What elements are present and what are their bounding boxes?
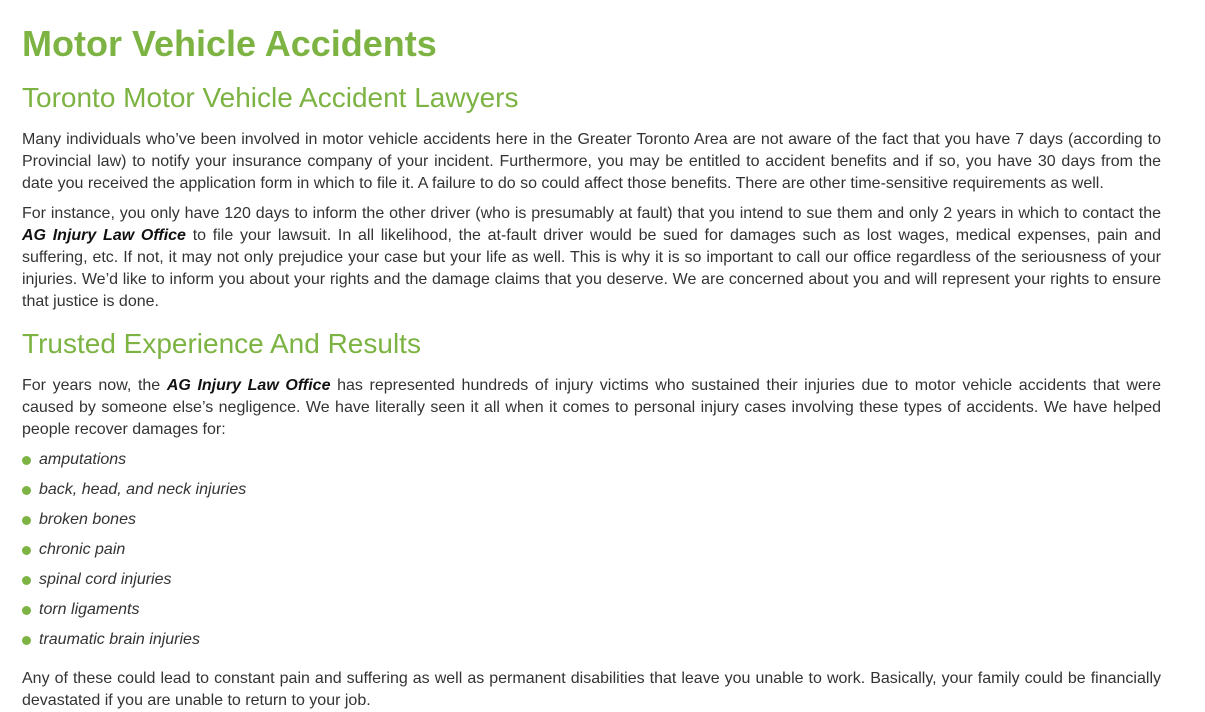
experience-text-end: has represented hundreds of injury victims who sustained their injuries due to motor vehicle accidents that were caused by someone else’s negligence. We have literally seen it all when it comes to personal injury cases involving these types of accidents. We have helped people recover damages for: <box>22 377 1161 438</box>
bullet-dot-icon <box>22 516 31 525</box>
bullet-dot-icon <box>22 456 31 465</box>
list-item-label: traumatic brain injuries <box>39 631 200 648</box>
page-title: Motor Vehicle Accidents <box>22 23 437 64</box>
injury-list <box>22 449 1161 659</box>
list-item-label: back, head, and neck injuries <box>39 481 247 498</box>
list-item-label: spinal cord injuries <box>39 571 172 588</box>
bullet-dot-icon <box>22 486 31 495</box>
list-item-label: torn ligaments <box>39 601 140 618</box>
bullet-dot-icon <box>22 636 31 645</box>
deadline-paragraph <box>22 203 1161 313</box>
experience-text-start: For years now, the <box>22 377 167 394</box>
bullet-dot-icon <box>22 576 31 585</box>
bullet-dot-icon <box>22 546 31 555</box>
list-item-label: chronic pain <box>39 541 126 558</box>
intro-paragraph: Many individuals who’ve been involved in motor vehicle accidents here in the Greater Toronto Area are not aware of the fact that you have 7 days (according to Provincial law) to notify your insurance company of your incident. Furthermore, you may be entitled to accident benefits and if so, you have 30 days from the date you received the application form in which to file it. A failure to do so could affect those benefits. There are other time-sensitive requirements as well. <box>22 131 1161 192</box>
list-item <box>22 449 1161 479</box>
firm-name: AG Injury Law Office <box>22 227 186 244</box>
deadline-text-end: to file your lawsuit. In all likelihood, the at-fault driver would be sued for damages such as lost wages, medical expenses, pain and suffering, etc. If not, it may not only prejudice your case but your life as well. This is why it is so important to call our office regardless of the seriousness of your injuries. We’d like to inform you about your rights and the damage claims that you deserve. We are concerned about you and will represent your rights to ensure that justice is done. <box>22 227 1161 310</box>
bullet-dot-icon <box>22 606 31 615</box>
experience-paragraph <box>22 375 1161 441</box>
list-item-label: broken bones <box>39 511 136 528</box>
list-item <box>22 509 1161 539</box>
closing-paragraph: Any of these could lead to constant pain and suffering as well as permanent disabilities that leave you unable to work. Basically, your family could be financially devastated if you are unable to return to your job. <box>22 670 1161 709</box>
list-item-label: amputations <box>39 451 127 468</box>
deadline-text-start: For instance, you only have 120 days to inform the other driver (who is presumably at fault) that you intend to sue them and only 2 years in which to contact the <box>22 205 1161 222</box>
list-item <box>22 479 1161 509</box>
list-item <box>22 599 1161 629</box>
list-item <box>22 539 1161 569</box>
list-item <box>22 569 1161 599</box>
firm-name: AG Injury Law Office <box>166 377 331 394</box>
list-item <box>22 629 1161 659</box>
section-heading-lawyers: Toronto Motor Vehicle Accident Lawyers <box>22 82 519 113</box>
section-heading-experience: Trusted Experience And Results <box>22 328 421 359</box>
